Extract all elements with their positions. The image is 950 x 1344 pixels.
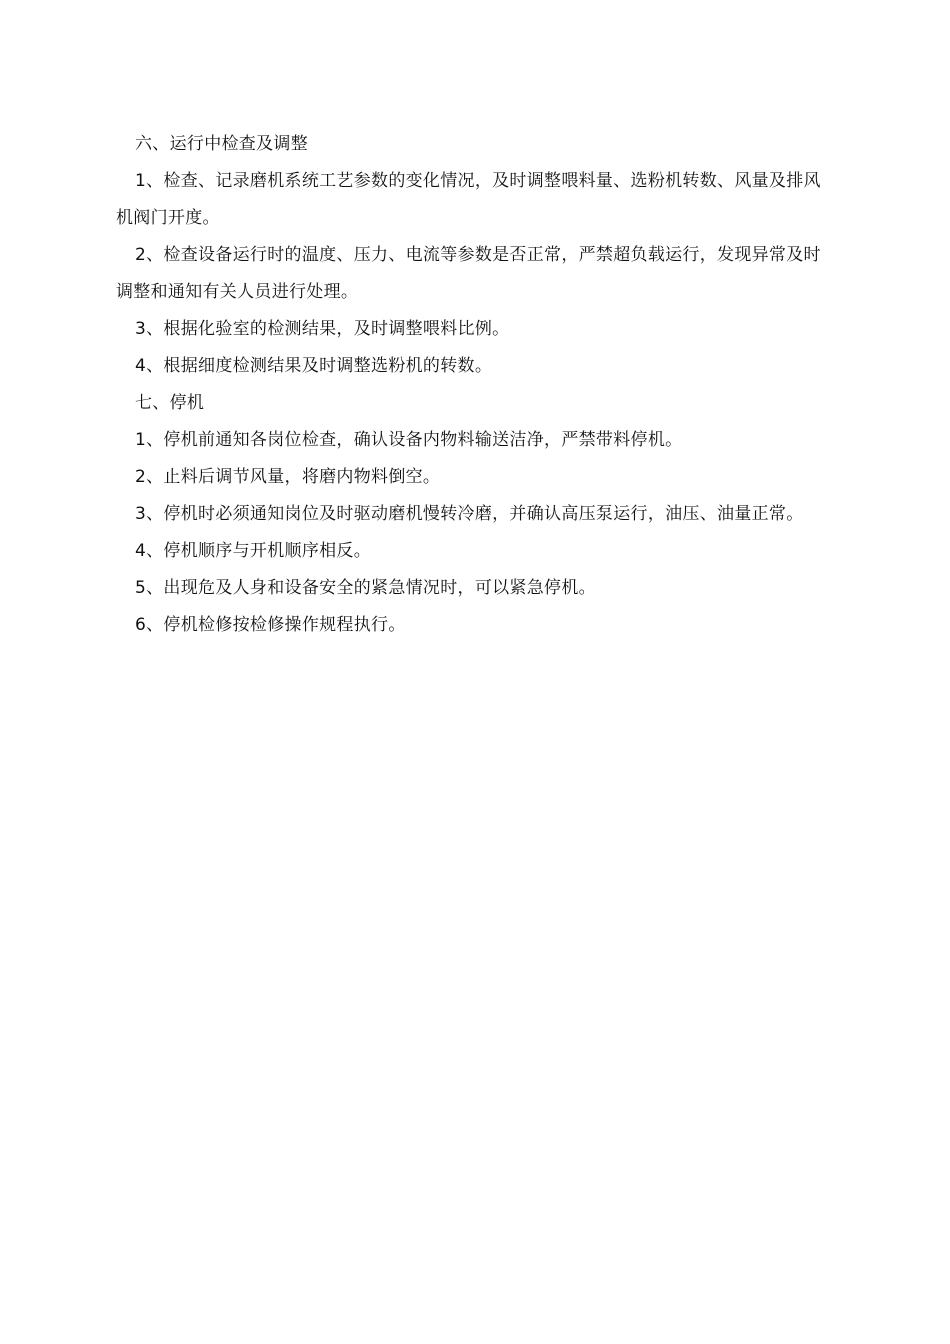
paragraph-7-2: 2、止料后调节风量，将磨内物料倒空。 bbox=[135, 467, 441, 487]
paragraph-6-2: 2、检查设备运行时的温度、压力、电流等参数是否正常，严禁超负载运行，发现异常及时调整和通知有关人员进行处理。 bbox=[116, 245, 821, 302]
paragraph-6-1: 1、检查、记录磨机系统工艺参数的变化情况，及时调整喂料量、选粉机转数、风量及排风机阀门开度。 bbox=[116, 171, 821, 228]
document-body bbox=[116, 126, 836, 644]
paragraph-7-4: 4、停机顺序与开机顺序相反。 bbox=[135, 541, 372, 561]
paragraph-6-3: 3、根据化验室的检测结果，及时调整喂料比例。 bbox=[135, 319, 510, 339]
section-heading-6: 六、运行中检查及调整 bbox=[135, 134, 308, 154]
paragraph-7-3: 3、停机时必须通知岗位及时驱动磨机慢转冷磨，并确认高压泵运行，油压、油量正常。 bbox=[135, 504, 804, 524]
section-heading-7: 七、停机 bbox=[135, 393, 205, 413]
paragraph-6-4: 4、根据细度检测结果及时调整选粉机的转数。 bbox=[135, 356, 493, 376]
paragraph-7-5: 5、出现危及人身和设备安全的紧急情况时，可以紧急停机。 bbox=[135, 578, 596, 598]
paragraph-7-6: 6、停机检修按检修操作规程执行。 bbox=[135, 615, 406, 635]
paragraph-7-1: 1、停机前通知各岗位检查，确认设备内物料输送洁净，严禁带料停机。 bbox=[135, 430, 683, 450]
